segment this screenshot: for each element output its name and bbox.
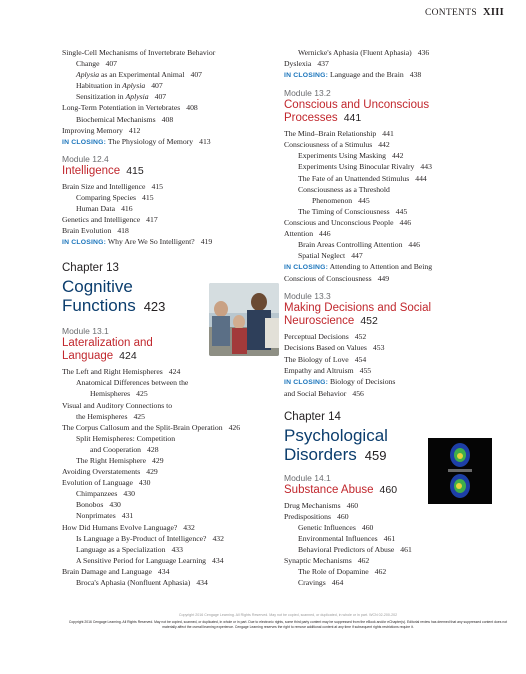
- toc-entry: [62, 499, 284, 510]
- toc-page-number: 453: [372, 343, 385, 353]
- toc-entry: [62, 192, 284, 203]
- toc-entry: [62, 102, 284, 113]
- module-12-4-title: Intelligence 415: [62, 164, 144, 177]
- toc-entry-title: Long-Term Potentiation in Vertebrates: [62, 103, 181, 113]
- toc-entry: [284, 331, 516, 342]
- toc-page-number: 452: [354, 332, 367, 342]
- toc-entry: [284, 58, 516, 69]
- toc-entry-title: Genetic Influences: [298, 522, 356, 532]
- toc-entry: [284, 239, 516, 250]
- toc-entry-title: Experiments Using Masking: [298, 151, 386, 161]
- toc-page-number: 407: [105, 59, 118, 69]
- toc-entry: [284, 150, 516, 161]
- toc-page-number: 447: [351, 251, 363, 261]
- toc-page-number: 460: [337, 511, 349, 521]
- toc-page-number: 408: [161, 114, 174, 124]
- toc-page-number: 432: [212, 533, 224, 543]
- toc-entry: [62, 544, 284, 555]
- toc-entry: [284, 250, 516, 261]
- toc-entry: [62, 400, 284, 411]
- toc-entry: [62, 214, 284, 225]
- toc-entry-title: The Right Hemisphere: [76, 455, 147, 465]
- toc-entry-title: The Left and Right Hemispheres: [62, 367, 163, 377]
- toc-entry-title: as an Experimental Animal: [99, 70, 185, 80]
- toc-entry-title: Nonprimates: [76, 511, 116, 521]
- toc-entry-continuation: and Cooperation 428: [90, 444, 159, 454]
- toc-entry-title: Avoiding Overstatements: [62, 467, 141, 477]
- toc-entry-title: Single-Cell Mechanisms of Invertebrate Behavior: [62, 48, 216, 57]
- toc-page-number: 415: [151, 181, 163, 191]
- toc-entry-title: Visual and Auditory Connections to: [62, 400, 173, 410]
- toc-entry-title: Perceptual Decisions: [284, 332, 349, 342]
- toc-page-number: 416: [121, 203, 133, 213]
- toc-page-number: 407: [190, 70, 202, 80]
- toc-entry: [284, 206, 516, 217]
- toc-page-number: 430: [109, 500, 121, 510]
- toc-page-number: 443: [420, 162, 432, 172]
- module-13-1-label: Module 13.1: [62, 326, 109, 337]
- toc-entry-title: Cravings: [298, 578, 326, 588]
- in-closing-decisions: IN CLOSING: Biology of Decisions: [284, 376, 396, 386]
- toc-entry: [62, 433, 284, 444]
- module-12-4-label: Module 12.4: [62, 153, 109, 164]
- toc-entry-title: Sensitization in: [76, 92, 126, 102]
- in-closing-attention: IN CLOSING: Attending to Attention and Being: [284, 262, 433, 272]
- toc-entry: [62, 181, 284, 192]
- toc-entry: [284, 47, 516, 58]
- toc-page-number: 424: [168, 367, 181, 377]
- toc-entry-italic: Aplysia: [125, 92, 149, 102]
- students-photo: [209, 283, 279, 356]
- toc-entry-title: Experiments Using Binocular Rivalry: [298, 162, 415, 172]
- toc-page-number: 408: [186, 103, 198, 113]
- toc-entry-italic: Aplysia: [76, 70, 100, 80]
- toc-entry-title: Chimpanzees: [76, 489, 118, 499]
- toc-page-number: 441: [382, 129, 394, 139]
- toc-entry-title: Predispositions: [284, 511, 331, 521]
- toc-page-number: 430: [138, 478, 151, 488]
- page-number: XIII: [482, 7, 504, 18]
- toc-entry: [62, 47, 284, 58]
- toc-entry: [284, 184, 516, 195]
- toc-entry-title: Split Hemispheres: Competition: [76, 433, 176, 443]
- module-14-1-title: Substance Abuse 460: [284, 483, 398, 496]
- chapter-13-title: Cognitive Functions 423: [62, 277, 166, 316]
- toc-entry: [62, 80, 284, 91]
- toc-entry-title: Behavioral Predictors of Abuse: [298, 545, 395, 555]
- toc-page-number: 460: [361, 522, 374, 532]
- toc-entry-italic: Aplysia: [122, 81, 146, 91]
- toc-page-number: 446: [399, 217, 412, 227]
- toc-entry-title: The Timing of Consciousness: [298, 206, 390, 216]
- toc-page-number: 432: [183, 522, 195, 532]
- toc-page-number: 446: [408, 240, 420, 250]
- toc-entry-title: Brain Damage and Language: [62, 566, 152, 576]
- module-13-3-title: Making Decisions and Social Neuroscience 452: [284, 302, 432, 328]
- toc-entry: [62, 203, 284, 214]
- module-13-1-title: Lateralization and Language 424: [62, 337, 153, 363]
- toc-entry-title: Brain Size and Intelligence: [62, 181, 146, 191]
- toc-page-number: 425: [133, 411, 145, 421]
- toc-entry: [284, 217, 516, 228]
- toc-entry: [284, 128, 516, 139]
- toc-entry: [62, 114, 284, 125]
- toc-entry: [62, 466, 284, 477]
- in-closing-decisions-cont: and Social Behavior 456: [284, 388, 364, 398]
- toc-entry-title: Spatial Neglect: [298, 251, 346, 261]
- toc-entry: [62, 533, 284, 544]
- toc-entry: [284, 544, 516, 555]
- toc-entry: [284, 511, 516, 522]
- toc-entry: [62, 577, 284, 588]
- toc-entry-title: How Did Humans Evolve Language?: [62, 522, 178, 532]
- toc-entry-title: Decisions Based on Values: [284, 343, 367, 353]
- copyright-line-1: Copyright 2016 Cengage Learning. All Rights Reserved. May not be copied, scanned, or duplicated, in whole or in part. WCN 02-200-202: [178, 613, 398, 617]
- toc-entry: [62, 125, 284, 136]
- toc-entry: [62, 225, 284, 236]
- toc-entry: [284, 566, 516, 577]
- page-header: [425, 7, 504, 18]
- toc-entry-title: Biochemical Mechanisms: [76, 114, 156, 124]
- toc-page-number: 428: [147, 444, 159, 454]
- toc-entry-title: Comparing Species: [76, 192, 136, 202]
- toc-page-number: 434: [196, 578, 208, 587]
- toc-page-number: 455: [359, 365, 372, 375]
- toc-entry-title: Language as a Specialization: [76, 544, 166, 554]
- copyright-footer: [62, 613, 514, 630]
- toc-page-number: 462: [357, 556, 370, 566]
- toc-entry: [284, 173, 516, 184]
- toc-page-number: 446: [319, 229, 331, 239]
- toc-entry-title: Consciousness of a Stimulus: [284, 140, 373, 150]
- running-head: CONTENTS: [424, 8, 477, 18]
- brain-scan-image: [428, 438, 492, 504]
- toc-page-number: 434: [157, 566, 170, 576]
- toc-page-number: 445: [395, 206, 408, 216]
- toc-entry-title: Genetics and Intelligence: [62, 215, 141, 225]
- toc-entry-title: Wernicke's Aphasia (Fluent Aphasia): [298, 48, 412, 57]
- toc-entry-title: Synaptic Mechanisms: [284, 556, 352, 566]
- toc-page-number: 430: [123, 489, 135, 499]
- toc-entry-title: Evolution of Language: [62, 478, 133, 488]
- chapter-14-title: Psychological Disorders 459: [284, 425, 388, 464]
- toc-entry: [62, 510, 284, 521]
- toc-page-number: 415: [142, 192, 154, 202]
- toc-entry: [62, 422, 284, 433]
- toc-entry: [62, 69, 284, 80]
- toc-entry: [284, 555, 516, 566]
- toc-entry: [284, 577, 516, 588]
- toc-entry-title: The Fate of an Unattended Stimulus: [298, 173, 410, 183]
- toc-entry-continuation: Phenomenon 445: [312, 195, 370, 205]
- toc-entry-title: Anatomical Differences between the: [76, 378, 189, 388]
- toc-entry-title: The Biology of Love: [284, 354, 349, 364]
- toc-entry: [62, 566, 284, 577]
- in-closing-intelligence: IN CLOSING: Why Are We So Intelligent? 419: [62, 237, 213, 247]
- toc-entry: [284, 365, 516, 376]
- toc-page-number: 418: [117, 226, 129, 236]
- toc-entry: [62, 522, 284, 533]
- toc-entry-title: Dyslexia: [284, 59, 312, 69]
- toc-entry: [62, 477, 284, 488]
- toc-entry-title: Is Language a By-Product of Intelligence?: [76, 533, 207, 543]
- toc-entry: [284, 139, 516, 150]
- toc-entry-continuation: the Hemispheres 425: [76, 411, 145, 421]
- toc-page-number: 461: [400, 545, 412, 555]
- toc-page-number: 425: [136, 389, 148, 399]
- toc-page-number: 431: [121, 511, 134, 521]
- toc-page-number: 433: [171, 544, 183, 554]
- module-13-3-label: Module 13.3: [284, 291, 331, 302]
- copyright-line-2: Copyright 2016 Cengage Learning. All Rights Reserved. May not be copied, scanned, or duplicated, in whole or in part. Due to electronic rights, some third party content may be suppressed from the eBook and/or eChapter(s). Editorial review has deemed that any suppressed content does not materially affect the overall learning experience. Cengage Learning reserves the right to remove additional content at any time if subsequent rights restrictions require it.: [68, 620, 508, 629]
- toc-page-number: 442: [378, 140, 390, 150]
- toc-entry-title: The Corpus Callosum and the Split-Brain Operation: [62, 422, 223, 432]
- in-closing-attention-cont: Conscious of Consciousness 449: [284, 274, 390, 284]
- toc-entry: [284, 161, 516, 172]
- toc-page-number: 429: [152, 455, 164, 465]
- toc-entry-title: The Mind–Brain Relationship: [284, 129, 377, 139]
- toc-page-number: 461: [383, 533, 396, 543]
- toc-page-number: 462: [374, 567, 387, 577]
- toc-entry-continuation: Change 407: [76, 59, 118, 69]
- toc-page-number: 442: [391, 151, 404, 161]
- toc-entry-title: Bonobos: [76, 500, 104, 510]
- toc-entry-title: Environmental Influences: [298, 533, 378, 543]
- toc-entry-title: Conscious and Unconscious People: [284, 217, 394, 227]
- toc-page-number: 407: [151, 81, 163, 91]
- module-13-2-label: Module 13.2: [284, 88, 331, 99]
- toc-entry-title: Brain Evolution: [62, 226, 112, 236]
- toc-page-number: 412: [128, 125, 141, 135]
- module-13-2-title: Conscious and Unconscious Processes 441: [284, 99, 430, 125]
- toc-entry: [62, 488, 284, 499]
- toc-page-number: 407: [154, 92, 167, 102]
- toc-entry: [62, 555, 284, 566]
- toc-entry-title: Empathy and Altruism: [284, 365, 354, 375]
- in-closing-language: IN CLOSING: Language and the Brain 438: [284, 70, 422, 80]
- toc-page-number: 460: [346, 500, 359, 510]
- toc-entry: [284, 342, 516, 353]
- toc-entry: [284, 533, 516, 544]
- toc-entry: [62, 455, 284, 466]
- toc-entry-continuation: Hemispheres 425: [90, 389, 148, 399]
- toc-entry-title: Human Data: [76, 203, 116, 213]
- toc-entry-title: The Role of Dopamine: [298, 567, 369, 577]
- toc-entry-title: Improving Memory: [62, 125, 123, 135]
- toc-entry-title: Habituation in: [76, 81, 123, 91]
- chapter-13-label: Chapter 13: [62, 262, 119, 275]
- toc-entry: [284, 228, 516, 239]
- toc-entry: [284, 522, 516, 533]
- in-closing-memory: IN CLOSING: The Physiology of Memory 413: [62, 136, 211, 146]
- module-14-1-label: Module 14.1: [284, 472, 331, 483]
- toc-entry: [62, 366, 284, 377]
- toc-entry-title: Broca's Aphasia (Nonfluent Aphasia): [76, 578, 191, 587]
- chapter-14-label: Chapter 14: [284, 410, 341, 423]
- toc-page-number: 436: [417, 48, 430, 57]
- toc-entry: [62, 377, 284, 388]
- toc-entry-title: Consciousness as a Threshold: [298, 184, 390, 194]
- toc-page-number: 464: [331, 578, 344, 588]
- toc-page-number: 444: [415, 173, 427, 183]
- toc-page-number: 434: [212, 555, 224, 565]
- toc-right-column: [284, 47, 516, 588]
- toc-page-number: 445: [358, 195, 370, 205]
- toc-page-number: 454: [354, 354, 367, 364]
- toc-entry-title: Brain Areas Controlling Attention: [298, 240, 403, 250]
- toc-entry: [284, 354, 516, 365]
- toc-page-number: 417: [146, 215, 158, 225]
- toc-entry-title: A Sensitive Period for Language Learning: [76, 555, 207, 565]
- toc-page-number: 426: [228, 422, 241, 432]
- toc-page-number: 429: [146, 467, 158, 477]
- toc-entry-title: Attention: [284, 229, 314, 239]
- toc-page-number: 437: [317, 59, 329, 69]
- toc-entry-title: Drug Mechanisms: [284, 500, 341, 510]
- toc-entry: [62, 91, 284, 102]
